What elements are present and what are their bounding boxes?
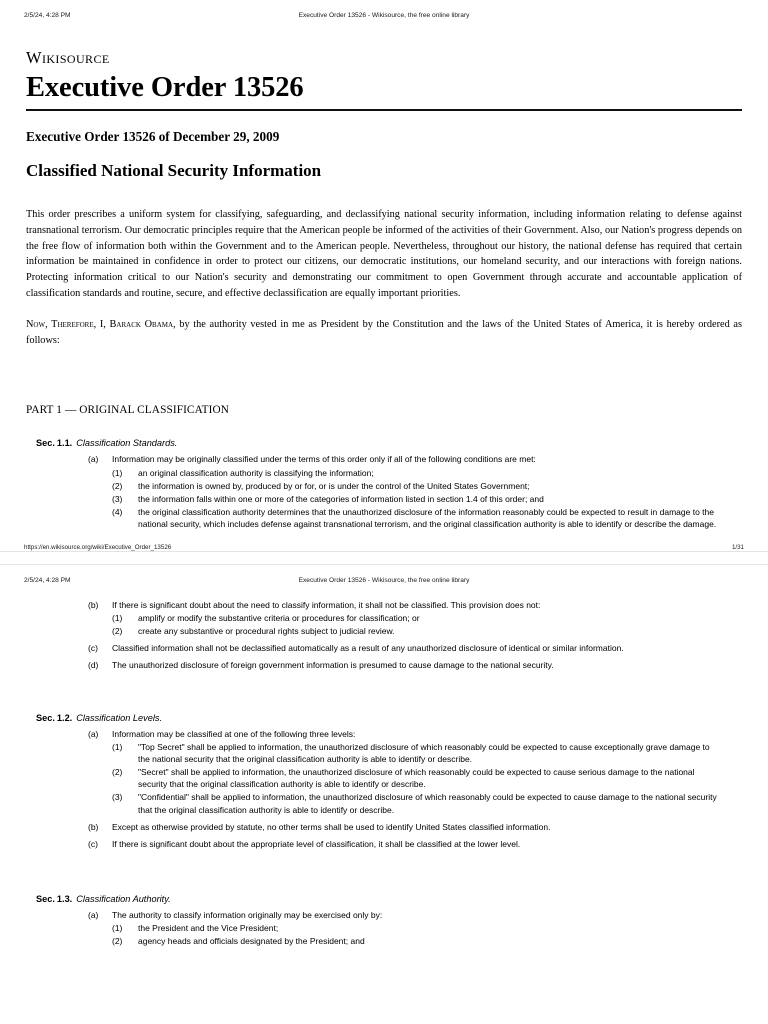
title-divider <box>26 109 742 111</box>
section-word: Sec. <box>36 893 55 904</box>
clause-1-2-c <box>88 838 742 850</box>
clause-marker: (3) <box>112 493 123 504</box>
clause-text: "Secret" shall be applied to information, the unauthorized disclosure of which reasonably could be expected to cause serious damage to the national security that the original classification authority is able to identify or describe. <box>138 767 695 790</box>
print-header-date: 2/5/24, 4:28 PM <box>24 12 71 19</box>
clause-marker: (1) <box>112 922 123 933</box>
enactment-lead: Now, Therefore, I, Barack Obama, <box>26 319 176 331</box>
clause-1-3-a-1 <box>112 922 742 934</box>
clause-marker: (c) <box>88 643 98 654</box>
enactment-rest: by the authority vested in me as President by the Constitution and the laws of the United States of America, it is hereby ordered as follows: <box>26 319 742 346</box>
clause-1-1-b-1 <box>112 612 742 624</box>
clause-marker: (a) <box>88 729 99 740</box>
clause-1-3-a <box>88 909 742 921</box>
section-name: Classification Levels. <box>76 713 163 724</box>
clause-text: the information is owned by, produced by or for, or is under the control of the United States Government; <box>138 480 530 491</box>
clause-marker: (d) <box>88 660 99 671</box>
clause-text: The authority to classify information originally may be exercised only by: <box>112 909 383 920</box>
section-name: Classification Authority. <box>76 893 171 904</box>
clause-text: an original classification authority is classifying the information; <box>138 467 374 478</box>
clause-1-2-a-1 <box>112 741 742 765</box>
clause-1-1-c <box>88 642 742 654</box>
clause-marker: (a) <box>88 909 99 920</box>
clause-marker: (2) <box>112 767 123 778</box>
clause-1-2-a <box>88 728 742 740</box>
section-number: 1.1. <box>56 438 73 449</box>
document-page-2 <box>0 565 768 947</box>
clause-1-1-a-1 <box>112 467 742 479</box>
section-1-1-heading <box>36 438 742 448</box>
clause-1-1-a-3 <box>112 493 742 505</box>
clause-marker: (1) <box>112 467 123 478</box>
section-number: 1.2. <box>56 713 73 724</box>
clause-1-2-a-3 <box>112 791 742 815</box>
clause-1-1-d <box>88 659 742 671</box>
clause-1-1-b-2 <box>112 625 742 637</box>
clause-marker: (2) <box>112 935 123 946</box>
print-header-title: Executive Order 13526 - Wikisource, the free online library <box>298 576 470 584</box>
clause-marker: (c) <box>88 838 98 849</box>
clause-marker: (b) <box>88 821 99 832</box>
clause-marker: (2) <box>112 480 123 491</box>
executive-order-subject: Classified National Security Information <box>26 161 322 181</box>
clause-text: agency heads and officials designated by the President; and <box>138 935 365 946</box>
clause-marker: (3) <box>112 792 123 803</box>
section-1-3-heading <box>36 894 742 904</box>
clause-text: Information may be originally classified under the terms of this order only if all of the following conditions are met: <box>112 454 536 465</box>
clause-1-2-a-2 <box>112 766 742 790</box>
clause-marker: (4) <box>112 506 123 517</box>
page-break-separator <box>0 551 768 565</box>
section-word: Sec. <box>36 438 55 449</box>
clause-1-2-b <box>88 821 742 833</box>
clause-text: "Top Secret" shall be applied to information, the unauthorized disclosure of which reasonably could be expected to cause exceptionally grave damage to the national security that the original classification authority is able to identify or describe. <box>138 742 710 765</box>
print-header-title: Executive Order 13526 - Wikisource, the free online library <box>298 12 470 19</box>
clause-marker: (1) <box>112 742 123 753</box>
clause-1-1-a-2 <box>112 480 742 492</box>
section-number: 1.3. <box>56 893 73 904</box>
clause-text: Classified information shall not be declassified automatically as a result of any unauthorized disclosure of identical or similar information. <box>112 643 624 654</box>
clause-marker: (1) <box>112 612 123 623</box>
clause-1-1-a-4 <box>112 506 742 530</box>
footer-page-number: 1/31 <box>731 543 744 551</box>
clause-1-3-a-2 <box>112 935 742 947</box>
wikisource-logo: Wikisource <box>26 48 110 67</box>
clause-text: the information falls within one or more of the categories of information listed in section 1.4 of this order; and <box>138 493 544 504</box>
clause-text: If there is significant doubt about the appropriate level of classification, it shall be classified at the lower level. <box>112 838 521 849</box>
print-footer-page-1 <box>0 544 768 551</box>
print-header-page-1 <box>0 0 768 22</box>
clause-marker: (2) <box>112 625 123 636</box>
clause-text: Information may be classified at one of the following three levels: <box>112 729 356 740</box>
print-header-date: 2/5/24, 4:28 PM <box>24 576 71 584</box>
footer-url: https://en.wikisource.org/wiki/Executive_Order_13526 <box>24 543 172 551</box>
clause-text: the President and the Vice President; <box>138 922 279 933</box>
part-1-heading: PART 1 — ORIGINAL CLASSIFICATION <box>26 404 229 417</box>
executive-order-line: Executive Order 13526 of December 29, 2009 <box>26 129 280 145</box>
page-title: Executive Order 13526 <box>26 72 304 103</box>
clause-text: If there is significant doubt about the need to classify information, it shall not be classified. This provision does not: <box>112 599 541 610</box>
section-1-2-heading <box>36 713 742 723</box>
clause-text: create any substantive or procedural rights subject to judicial review. <box>138 625 395 636</box>
section-name: Classification Standards. <box>76 438 178 449</box>
clause-text: The unauthorized disclosure of foreign government information is presumed to cause damage to the national security. <box>112 660 554 671</box>
clause-text: Except as otherwise provided by statute, no other terms shall be used to identify United States classified information. <box>112 821 551 832</box>
preamble-paragraph: This order prescribes a uniform system for classifying, safeguarding, and declassifying national security information, including information relating to defense against transnational terrorism. Our democratic principles require that the American people be informed of the activities of their Government. Also, our Nation's progress depends on the free flow of information both within the Government and to the American people. Nevertheless, throughout our history, the national defense has required that certain information be maintained in confidence in order to protect our citizens, our democratic institutions, our homeland security, and our interactions with foreign nations. Protecting information critical to our Nation's security and demonstrating our commitment to open Government through accurate and accountable application of classification standards and routine, secure, and effective declassification are equally important priorities. <box>26 209 742 299</box>
clause-text: the original classification authority determines that the unauthorized disclosure of the information reasonably could be expected to result in damage to the national security, which includes defense against transnational terrorism, and the original classification authority is able to identify or describe the damage. <box>138 506 717 529</box>
print-header-page-2 <box>0 565 768 587</box>
clause-1-1-a <box>88 453 742 465</box>
page-2-content <box>0 599 768 947</box>
clause-text: amplify or modify the substantive criteria or procedures for classification; or <box>138 612 420 623</box>
section-word: Sec. <box>36 713 55 724</box>
clause-marker: (a) <box>88 454 99 465</box>
clause-text: "Confidential" shall be applied to information, the unauthorized disclosure of which reasonably could be expected to cause damage to the national security that the original classification authority is able to identify or describe. <box>138 792 717 815</box>
clause-marker: (b) <box>88 599 99 610</box>
enactment-paragraph <box>26 317 742 348</box>
page-1-content <box>0 48 768 530</box>
clause-1-1-b <box>88 599 742 611</box>
